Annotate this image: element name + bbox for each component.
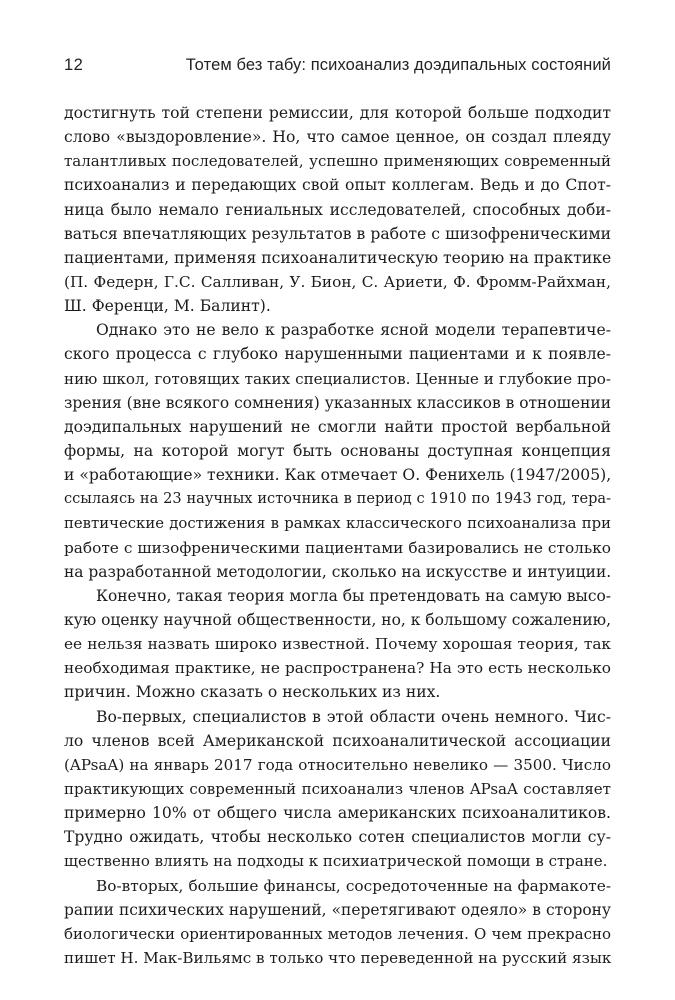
text-line: слово «выздоровление». Но, что самое ценное, он создал плеяду <box>64 128 611 147</box>
paragraph <box>64 705 611 874</box>
text-line: и «работающие» техники. Как отмечает О. Фенихель (1947/2005), <box>64 466 612 485</box>
text-line: на разработанной методологии, сколько на искусстве и интуиции. <box>64 562 612 581</box>
page-header <box>64 56 611 84</box>
text-line: зрения (вне всякого сомнения) указанных классиков в отношении <box>64 393 611 412</box>
page-number: 12 <box>64 56 84 74</box>
text-line: Во-вторых, большие финансы, сосредоточенные на фармакоте- <box>96 876 611 895</box>
text-line: практикующих современный психоанализ членов APsaA составляет <box>64 779 611 798</box>
text-line: ваться впечатляющих результатов в работе с шизофреническими <box>64 224 611 243</box>
text-line: (APsaA) на январь 2017 года относительно невелико — 3500. Число <box>64 755 611 774</box>
paragraph <box>64 874 611 971</box>
text-line: рапии психических нарушений, «перетягивают одеяло» в сторону <box>64 900 611 919</box>
text-line: доэдипальных нарушений не смогли найти простой вербальной <box>64 417 611 436</box>
text-line: Во-первых, специалистов в этой области очень немного. Чис- <box>96 707 611 726</box>
text-line: психоанализ и передающих свой опыт коллегам. Ведь и до Спот- <box>64 176 611 195</box>
text-line: ского процесса с глубоко нарушенными пациентами и к появле- <box>64 345 611 364</box>
text-line: ее нельзя назвать широко известной. Почему хорошая теория, так <box>64 635 611 654</box>
text-line: Однако это не вело к разработке ясной модели терапевтиче- <box>96 321 611 340</box>
text-line: необходимая практике, не распространена? На это есть несколько <box>64 659 611 678</box>
running-title: Тотем без табу: психоанализ доэдипальных состояний <box>185 56 611 74</box>
text-line: щественно влиять на подходы к психиатрической помощи в стране. <box>64 852 608 871</box>
text-line: Трудно ожидать, чтобы несколько сотен специалистов могли су- <box>64 828 611 847</box>
text-line: пишет Н. Мак-Вильямс в только что переведенной на русский язык <box>64 948 612 967</box>
text-line: ница было немало гениальных исследователей, способных доби- <box>64 200 611 219</box>
text-line: кую оценку научной общественности, но, к большому сожалению, <box>64 610 611 629</box>
text-line: работе с шизофреническими пациентами базировались не столько <box>64 538 611 557</box>
body-text <box>64 101 611 970</box>
text-line: Конечно, такая теория могла бы претендовать на самую высо- <box>96 586 611 605</box>
text-line: достигнуть той степени ремиссии, для которой больше подходит <box>64 104 611 122</box>
text-line: нию школ, готовящих таких специалистов. Ценные и глубокие про- <box>64 369 611 388</box>
text-line: формы, на которой могут быть основаны доступная концепция <box>64 441 611 460</box>
text-line: (П. Федерн, Г.С. Салливан, У. Бион, С. Ариети, Ф. Фромм-Райхман, <box>64 272 611 291</box>
paragraph <box>64 318 611 584</box>
text-line: причин. Можно сказать о нескольких из них. <box>64 683 441 702</box>
text-line: биологически ориентированных методов лечения. О чем прекрасно <box>64 924 611 943</box>
text-line: пациентами, применяя психоаналитическую теорию на практике <box>64 248 612 267</box>
text-line: примерно 10% от общего числа американских психоаналитиков. <box>64 804 611 823</box>
text-line: Ш. Ференци, М. Балинт). <box>64 297 271 316</box>
text-line: талантливых последователей, успешно применяющих современный <box>64 152 611 171</box>
text-line: ло членов всей Американской психоаналитической ассоциации <box>64 731 611 750</box>
paragraph <box>64 101 611 318</box>
paragraph <box>64 584 611 705</box>
text-line: певтические достижения в рамках классического психоанализа при <box>64 514 611 533</box>
text-line: ссылаясь на 23 научных источника в период с 1910 по 1943 год, тера- <box>64 490 611 508</box>
